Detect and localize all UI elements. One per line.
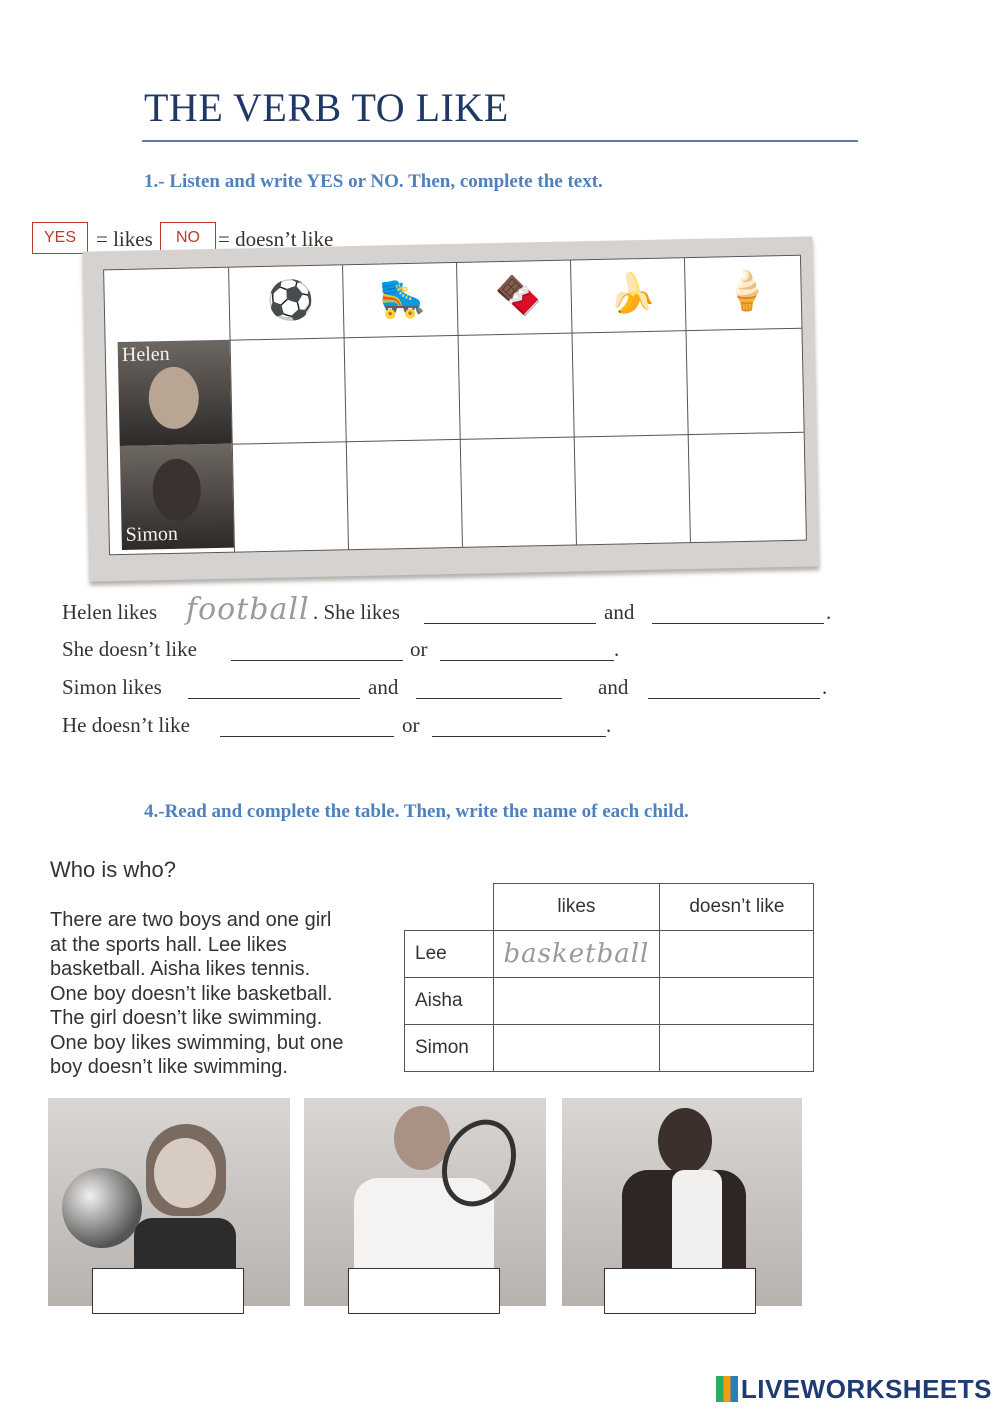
answer-blank[interactable]: [416, 698, 562, 699]
answer-cell[interactable]: [690, 434, 804, 540]
yes-key-box: YES: [32, 222, 88, 254]
liveworksheets-icon: [716, 1376, 738, 1402]
example-answer-football: football: [186, 592, 310, 627]
answer-cell[interactable]: [660, 978, 814, 1025]
sentence-4-end: .: [606, 713, 612, 737]
likes-key-text: = likes: [96, 227, 153, 251]
page-title: THE VERB TO LIKE: [144, 85, 509, 130]
answer-cell[interactable]: [576, 436, 688, 542]
sentence-1-and: and: [604, 600, 635, 624]
football-icon: ⚽: [266, 279, 315, 323]
text-line: The girl doesn’t like swimming.: [50, 1007, 323, 1029]
answer-blank[interactable]: [440, 660, 614, 661]
sentence-1-start: Helen likes: [62, 600, 158, 624]
likes-table: [404, 883, 814, 1072]
text-line: basketball. Aisha likes tennis.: [50, 958, 311, 980]
answer-cell[interactable]: [460, 335, 572, 437]
answer-cell[interactable]: [348, 441, 460, 547]
answer-cell[interactable]: [688, 330, 802, 432]
row-label-simon: Simon: [125, 522, 179, 546]
sentence-3-and-1: and: [368, 675, 399, 699]
sentence-2-start: She doesn’t like: [62, 637, 197, 661]
sentence-3-and-2: and: [598, 675, 629, 699]
chocolate-icon: 🍫: [494, 275, 543, 319]
answer-cell[interactable]: [462, 439, 574, 545]
sentence-4-or: or: [402, 713, 420, 737]
answer-cell[interactable]: [493, 978, 660, 1025]
answer-blank[interactable]: [424, 623, 596, 624]
answer-cell[interactable]: [346, 337, 458, 439]
table-row: [405, 1025, 814, 1072]
sentence-1-mid: . She likes: [313, 600, 400, 624]
answer-blank[interactable]: [652, 623, 824, 624]
text-line: One boy doesn’t like basketball.: [50, 982, 333, 1005]
row-name: Aisha: [405, 978, 494, 1025]
sentence-2-or: or: [410, 637, 428, 661]
answer-cell[interactable]: [660, 1025, 814, 1072]
table-row: [405, 931, 814, 978]
table-corner: [405, 884, 494, 931]
answer-blank[interactable]: [432, 736, 606, 737]
child-name-box[interactable]: [604, 1268, 756, 1314]
column-header-doesnt-like: doesn’t like: [660, 884, 814, 931]
answer-blank[interactable]: [231, 660, 403, 661]
doesnt-like-key-text: = doesn’t like: [218, 227, 334, 251]
answer-cell[interactable]: [493, 1025, 660, 1072]
brand-logo: [716, 1374, 992, 1405]
bananas-icon: 🍌: [608, 272, 657, 316]
table-row: [405, 978, 814, 1025]
text-line: One boy likes swimming, but one: [50, 1031, 344, 1054]
exercise4-instruction: 4.-Read and complete the table. Then, write the name of each child.: [144, 801, 689, 822]
sentence-4-start: He doesn’t like: [62, 713, 190, 737]
answer-cell[interactable]: [660, 931, 814, 978]
row-name: Lee: [405, 931, 494, 978]
text-line: at the sports hall. Lee likes: [50, 933, 287, 956]
answer-blank[interactable]: [188, 698, 360, 699]
row-name: Simon: [405, 1025, 494, 1072]
answer-blank[interactable]: [648, 698, 820, 699]
who-is-who-text: [50, 908, 343, 1080]
answer-cell[interactable]: [232, 339, 344, 441]
likes-grid: [103, 255, 807, 556]
roller-skates-icon: 🛼: [378, 277, 427, 321]
answer-cell[interactable]: [234, 443, 346, 549]
child-name-box[interactable]: [92, 1268, 244, 1314]
example-answer-basketball: basketball: [493, 931, 660, 978]
sentence-3-end: .: [822, 675, 828, 699]
answer-cell[interactable]: [574, 332, 686, 434]
exercise1-instruction: 1.- Listen and write YES or NO. Then, complete the text.: [144, 171, 603, 192]
answer-blank[interactable]: [220, 736, 394, 737]
column-header-likes: likes: [493, 884, 660, 931]
text-line: There are two boys and one girl: [50, 909, 332, 931]
sentence-1-end: .: [826, 600, 832, 624]
sentence-2-end: .: [614, 637, 620, 661]
who-is-who-heading: Who is who?: [50, 857, 176, 882]
brand-text: LIVEWORKSHEETS: [740, 1374, 992, 1404]
text-line: boy doesn’t like swimming.: [50, 1056, 288, 1078]
sentence-3-start: Simon likes: [62, 675, 162, 699]
title-divider: [142, 140, 858, 142]
row-label-helen: Helen: [121, 342, 170, 366]
ice-cream-icon: 🍦: [722, 270, 771, 314]
child-name-box[interactable]: [348, 1268, 500, 1314]
no-key-box: NO: [160, 222, 216, 254]
